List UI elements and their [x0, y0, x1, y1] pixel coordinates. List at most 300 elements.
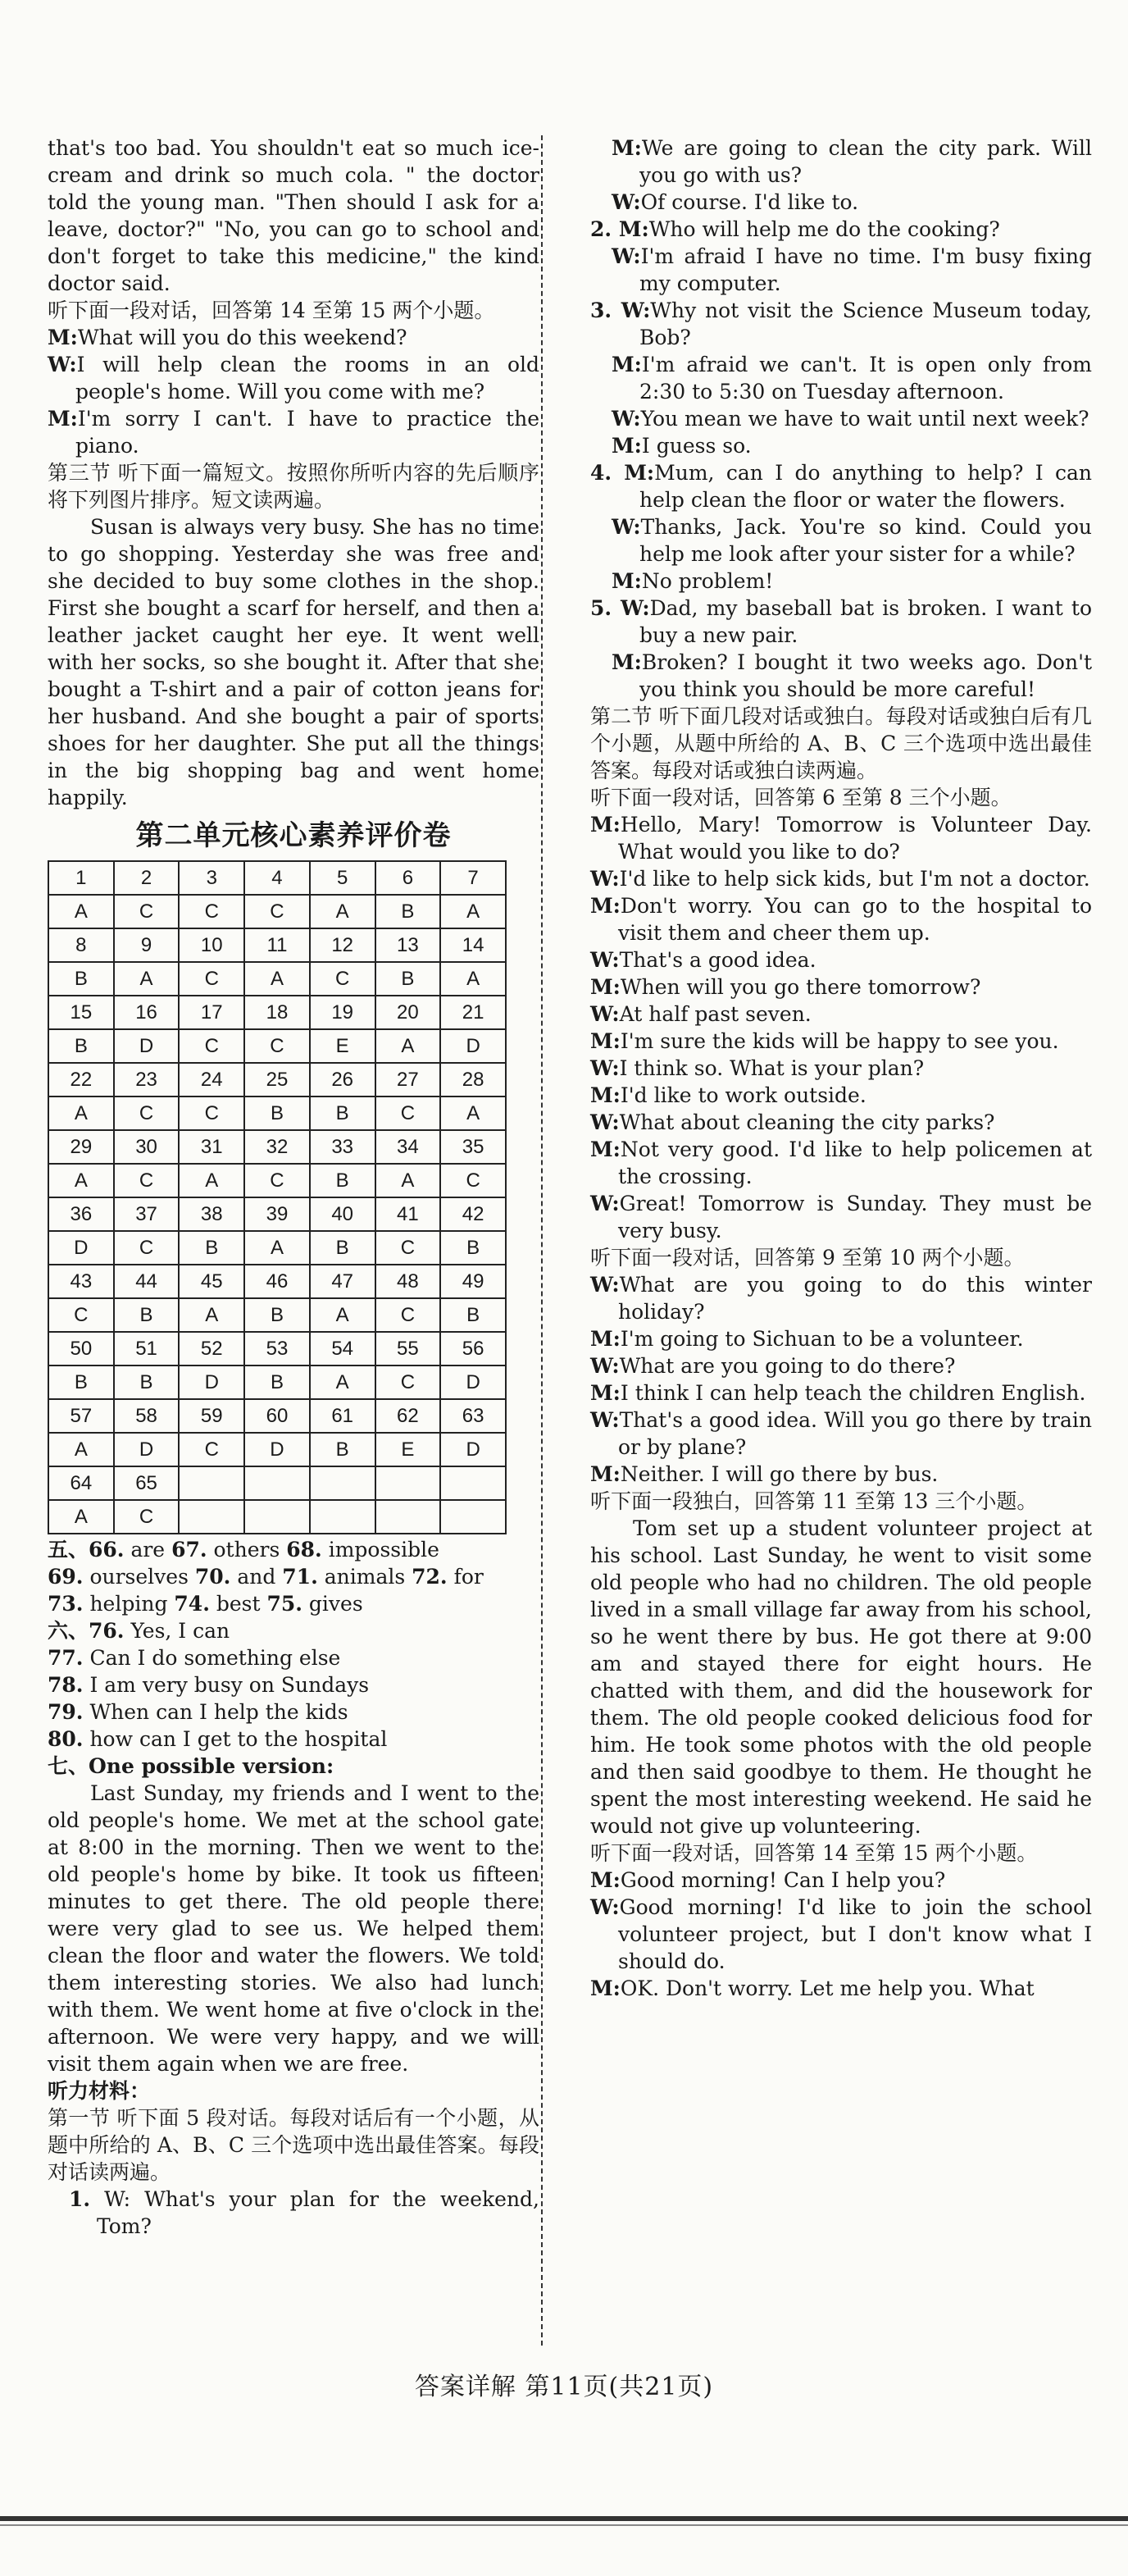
table-cell: B [440, 1231, 506, 1265]
table-row [48, 1231, 506, 1265]
dialog-text: When will you go there tomorrow? [620, 975, 981, 999]
table-cell: C [244, 1029, 310, 1063]
dialog-line [590, 1325, 1092, 1352]
dialog-line [590, 1190, 1092, 1244]
speaker: W: [612, 407, 641, 431]
speaker: W: [621, 596, 650, 620]
table-cell: 6 [375, 861, 441, 895]
table-cell: C [375, 1298, 441, 1332]
dialog-line [590, 1867, 1092, 1894]
table-cell: 42 [440, 1197, 506, 1231]
q1-num: 1. [69, 2187, 91, 2211]
section2-intro: 第二节 听下面几段对话或独白。每段对话或独白后有几个小题，从题中所给的 A、B、C 三个选项中选出最佳答案。每段对话或独白读两遍。 [590, 704, 1092, 782]
table-cell: 36 [48, 1197, 114, 1231]
dialog-text: Great! Tomorrow is Sunday. They must be very busy. [618, 1192, 1092, 1242]
table-cell: D [440, 1366, 506, 1399]
table-cell: D [48, 1231, 114, 1265]
speaker: M: [612, 650, 642, 674]
dialog-line [590, 243, 1092, 297]
section5 [48, 1536, 539, 1617]
table-cell: A [114, 962, 180, 996]
table-cell: 47 [310, 1265, 375, 1298]
speaker: W: [48, 353, 77, 376]
question-number: 5. [590, 596, 621, 620]
item-number: 72. [412, 1565, 448, 1589]
dialog-line [590, 811, 1092, 865]
dialog-line [590, 973, 1092, 1001]
speaker: M: [590, 813, 621, 837]
table-cell: 14 [440, 928, 506, 962]
table-cell: D [440, 1433, 506, 1466]
table-cell [375, 1500, 441, 1534]
table-cell: 38 [179, 1197, 244, 1231]
speaker: W: [590, 1354, 620, 1378]
dialog-text: I'm afraid we can't. It is open only from 2:30 to 5:30 on Tuesday afternoon. [639, 353, 1092, 403]
dialog-text: I think I can help teach the children English. [620, 1381, 1086, 1405]
table-cell: 26 [310, 1063, 375, 1097]
dialog-text: You mean we have to wait until next week? [640, 407, 1089, 431]
dialog-line [48, 324, 539, 351]
table-cell: 37 [114, 1197, 180, 1231]
table-row [48, 928, 506, 962]
column-divider [541, 135, 543, 2346]
table-cell: 39 [244, 1197, 310, 1231]
table-cell: B [440, 1298, 506, 1332]
dialog-line [590, 1407, 1092, 1461]
table-cell: 35 [440, 1130, 506, 1164]
intro-text [48, 134, 539, 297]
table-cell: A [310, 1366, 375, 1399]
table-cell: C [179, 895, 244, 928]
table-cell [179, 1500, 244, 1534]
table-cell: A [48, 1500, 114, 1534]
table-cell: 44 [114, 1265, 180, 1298]
table-cell: B [310, 1231, 375, 1265]
table-row [48, 1433, 506, 1466]
bottom-rule [0, 2516, 1128, 2521]
table-cell: 2 [114, 861, 180, 895]
dialog-line [590, 189, 1092, 216]
table-cell: A [48, 1097, 114, 1130]
item-number: 78. [48, 1673, 84, 1697]
table-cell: E [310, 1029, 375, 1063]
dialog-line [590, 1379, 1092, 1407]
table-cell: 1 [48, 861, 114, 895]
table-cell: A [375, 1164, 441, 1197]
table-cell: 17 [179, 996, 244, 1029]
table-row [48, 1298, 506, 1332]
table-cell: 24 [179, 1063, 244, 1097]
speaker: M: [624, 461, 655, 485]
speaker: M: [618, 217, 649, 241]
table-cell: 3 [179, 861, 244, 895]
speaker: M: [590, 975, 621, 999]
table-row [48, 1399, 506, 1433]
dialog-line [590, 1001, 1092, 1028]
dialog-line [590, 216, 1092, 243]
section5-row [48, 1590, 539, 1617]
item-number: 79. [48, 1700, 84, 1724]
table-cell: B [114, 1298, 180, 1332]
table-cell: B [244, 1298, 310, 1332]
table-cell: C [244, 1164, 310, 1197]
item-answer: are [124, 1538, 166, 1562]
table-row [48, 861, 506, 895]
section6 [48, 1617, 539, 1753]
section5-row [48, 1536, 539, 1563]
table-cell: 53 [244, 1332, 310, 1366]
table-row [48, 1332, 506, 1366]
table-cell: D [440, 1029, 506, 1063]
table-row [48, 962, 506, 996]
table-cell: D [114, 1029, 180, 1063]
answer-table [48, 860, 507, 1534]
dialog-line [590, 459, 1092, 513]
dialog-text: I think so. What is your plan? [619, 1056, 925, 1080]
table-cell: D [179, 1366, 244, 1399]
dialog-6 [590, 811, 1092, 1244]
table-cell: B [244, 1097, 310, 1130]
dialog-text: I'm going to Sichuan to be a volunteer. [620, 1327, 1024, 1351]
table-cell: A [375, 1029, 441, 1063]
table-cell: 10 [179, 928, 244, 962]
item-answer: for [447, 1565, 484, 1589]
listening-head: 听力材料： [48, 2079, 151, 2103]
table-cell: 31 [179, 1130, 244, 1164]
table-cell: 25 [244, 1063, 310, 1097]
table-row [48, 1466, 506, 1500]
dialog-line [590, 1082, 1092, 1109]
q14-intro-right: 听下面一段对话，回答第 14 至第 15 两个小题。 [590, 1841, 1038, 1865]
table-cell: 65 [114, 1466, 180, 1500]
dialog-text: Good morning! Can I help you? [620, 1868, 946, 1892]
speaker: M: [590, 1029, 621, 1053]
table-cell: 27 [375, 1063, 441, 1097]
speaker: W: [590, 1056, 620, 1080]
dialog-text: At half past seven. [619, 1002, 812, 1026]
dialog-text: I'm afraid I have no time. I'm busy fixing my computer. [639, 244, 1092, 295]
dialog-text: Not very good. I'd like to help policemen at the crossing. [618, 1138, 1092, 1188]
dialog-line [590, 649, 1092, 703]
speaker: M: [612, 353, 642, 376]
table-cell: C [114, 1231, 180, 1265]
table-cell [375, 1466, 441, 1500]
essay: Last Sunday, my friends and I went to the old people's home. We met at the school gate at 8:00 in the morning. Then we went to the old people's home by bike. It took us fifteen minutes to get there. The old people there were very glad to see us. We helped them clean the floor and water the flowers. We told them interesting stories. We also had lunch with them. We went home at five o'clock in the afternoon. We were very happy, and we will visit them again when we are free. [48, 1781, 539, 2076]
section6-row [48, 1698, 539, 1726]
dialog-line [590, 946, 1092, 973]
table-cell: 4 [244, 861, 310, 895]
table-cell: A [48, 1433, 114, 1466]
section6-row [48, 1617, 539, 1644]
table-row [48, 1097, 506, 1130]
table-cell: C [179, 1097, 244, 1130]
dialog-line [590, 595, 1092, 649]
table-cell [310, 1500, 375, 1534]
table-cell: C [244, 895, 310, 928]
table-row [48, 1265, 506, 1298]
dialog-14 [590, 1867, 1092, 2002]
table-cell [310, 1466, 375, 1500]
table-cell: C [310, 962, 375, 996]
table-cell: B [114, 1366, 180, 1399]
table-row [48, 1029, 506, 1063]
table-cell: A [310, 895, 375, 928]
table-cell: A [244, 962, 310, 996]
dialog-9 [590, 1271, 1092, 1488]
speaker: W: [621, 299, 651, 322]
table-cell: B [310, 1433, 375, 1466]
speaker: M: [590, 1462, 621, 1486]
dialog-text: What about cleaning the city parks? [619, 1110, 995, 1134]
table-cell: A [179, 1164, 244, 1197]
dialog-text: No problem! [641, 569, 774, 593]
table-cell: 46 [244, 1265, 310, 1298]
unit-title: 第二单元核心素养评价卷 [135, 819, 452, 852]
item-number: 75. [266, 1592, 302, 1616]
speaker: M: [590, 894, 621, 918]
dialog-text: I guess so. [641, 434, 752, 458]
table-cell [244, 1466, 310, 1500]
table-cell: 12 [310, 928, 375, 962]
table-cell: 60 [244, 1399, 310, 1433]
table-row [48, 1366, 506, 1399]
table-cell: A [244, 1231, 310, 1265]
item-answer: gives [302, 1592, 363, 1616]
intro-paragraph: that's too bad. You shouldn't eat so much ice- cream and drink so much cola. " the doctor told the young man. "Then should I ask for a leave, doctor?" "No, you can go to school and don't forget to take this medicine," the kind doctor said. [48, 136, 539, 295]
dialog-line [590, 1028, 1092, 1055]
table-cell: C [114, 1097, 180, 1130]
q6-intro: 听下面一段对话，回答第 6 至第 8 三个小题。 [590, 786, 1012, 809]
item-number: 六、76. [48, 1619, 125, 1643]
table-cell: 9 [114, 928, 180, 962]
table-cell: A [440, 895, 506, 928]
left-column [48, 134, 539, 2240]
table-cell: B [375, 962, 441, 996]
table-cell: C [375, 1366, 441, 1399]
table-cell: B [375, 895, 441, 928]
table-row [48, 996, 506, 1029]
table-cell: 59 [179, 1399, 244, 1433]
dialog-line [590, 865, 1092, 892]
table-cell: 28 [440, 1063, 506, 1097]
dialog-text: Broken? I bought it two weeks ago. Don't you think you should be more careful! [639, 650, 1092, 701]
dialog-text: I'd like to work outside. [620, 1083, 866, 1107]
table-cell: D [244, 1433, 310, 1466]
dialog-text: I will help clean the rooms in an old people's home. Will you come with me? [75, 353, 539, 403]
dialog-line [590, 405, 1092, 432]
table-cell: 62 [375, 1399, 441, 1433]
dialog-text: That's a good idea. [619, 948, 816, 972]
item-answer: ourselves [83, 1565, 189, 1589]
speaker: W: [590, 1273, 620, 1297]
dialog-text: Neither. I will go there by bus. [620, 1462, 939, 1486]
table-cell: 49 [440, 1265, 506, 1298]
speaker: W: [590, 1110, 620, 1134]
table-cell: A [440, 962, 506, 996]
speaker: M: [590, 1976, 621, 2000]
table-cell: 23 [114, 1063, 180, 1097]
dialog-line [590, 1461, 1092, 1488]
item-answer: others [207, 1538, 280, 1562]
table-cell: C [179, 1433, 244, 1466]
dialog-text: I'd like to help sick kids, but I'm not a doctor. [619, 867, 1090, 891]
speaker: M: [48, 407, 78, 431]
dialog-line [590, 134, 1092, 189]
speaker: M: [590, 1381, 621, 1405]
table-row [48, 1500, 506, 1534]
dialog-line [48, 351, 539, 405]
speaker: M: [590, 1327, 621, 1351]
table-cell: B [244, 1366, 310, 1399]
dialog-line [590, 1055, 1092, 1082]
table-cell: 20 [375, 996, 441, 1029]
table-cell: C [114, 1164, 180, 1197]
item-number: 77. [48, 1646, 84, 1670]
table-cell: 56 [440, 1332, 506, 1366]
item-answer: helping [83, 1592, 168, 1616]
item-number: 74. [174, 1592, 210, 1616]
table-cell: 5 [310, 861, 375, 895]
bottom-rule-thin [0, 2524, 1128, 2526]
dialog-text: What are you going to do this winter holiday? [618, 1273, 1092, 1324]
dialog-1 [48, 324, 539, 459]
table-cell: B [48, 1366, 114, 1399]
right-column [590, 134, 1092, 2002]
table-cell: 43 [48, 1265, 114, 1298]
dialog-text: Don't worry. You can go to the hospital to visit them and cheer them up. [618, 894, 1092, 945]
dialog-text: Dad, my baseball bat is broken. I want to buy a new pair. [639, 596, 1093, 647]
table-cell: C [114, 1500, 180, 1534]
table-cell: 7 [440, 861, 506, 895]
dialogs-1-5 [590, 134, 1092, 703]
table-cell: 19 [310, 996, 375, 1029]
table-cell: 29 [48, 1130, 114, 1164]
section1-intro: 第一节 听下面 5 段对话。每段对话后有一个小题，从题中所给的 A、B、C 三个选项中选出最佳答案。每段对话读两遍。 [48, 2106, 539, 2184]
table-cell: D [114, 1433, 180, 1466]
table-cell: 22 [48, 1063, 114, 1097]
table-row [48, 1130, 506, 1164]
dialog-text: What are you going to do there? [619, 1354, 956, 1378]
dialog-line [590, 1352, 1092, 1379]
table-cell: C [375, 1097, 441, 1130]
table-cell: C [48, 1298, 114, 1332]
table-cell: 63 [440, 1399, 506, 1433]
passage: Susan is always very busy. She has no time to go shopping. Yesterday she was free and she decided to buy some clothes in the shop. First she bought a scarf for herself, and then a leather jacket caught her eye. It went well with her socks, so she bought it. After that she bought a T-shirt and a pair of cotton jeans for her husband. And she bought a pair of sports shoes for her daughter. She put all the things in the big shopping bag and went home happily. [48, 515, 539, 809]
table-cell: 55 [375, 1332, 441, 1366]
dialog-text: Good morning! I'd like to join the school volunteer project, but I don't know what I should do. [618, 1895, 1092, 1973]
dialog-text: Mum, can I do anything to help? I can help clean the floor or water the flowers. [639, 461, 1092, 512]
item-answer: and [230, 1565, 276, 1589]
dialog-line [590, 1975, 1092, 2002]
table-cell: C [375, 1231, 441, 1265]
section5-row [48, 1563, 539, 1590]
speaker: M: [48, 326, 78, 349]
table-cell: 40 [310, 1197, 375, 1231]
table-cell: 16 [114, 996, 180, 1029]
section3-intro: 第三节 听下面一篇短文。按照你所听内容的先后顺序将下列图片排序。短文读两遍。 [48, 461, 539, 512]
item-answer: best [209, 1592, 261, 1616]
table-cell: 13 [375, 928, 441, 962]
table-cell: 61 [310, 1399, 375, 1433]
table-cell: 41 [375, 1197, 441, 1231]
item-number: 71. [282, 1565, 318, 1589]
dialog-text: Hello, Mary! Tomorrow is Volunteer Day. What would you like to do? [618, 813, 1092, 864]
table-cell: B [48, 962, 114, 996]
table-cell: 32 [244, 1130, 310, 1164]
table-cell: B [48, 1029, 114, 1063]
item-answer: Yes, I can [124, 1619, 230, 1643]
table-row [48, 895, 506, 928]
table-cell: 64 [48, 1466, 114, 1500]
dialog-text: Thanks, Jack. You're so kind. Could you help me look after your sister for a while? [639, 515, 1092, 566]
table-cell: 51 [114, 1332, 180, 1366]
dialog-text: What will you do this weekend? [77, 326, 407, 349]
dialog-text: That's a good idea. Will you go there by train or by plane? [618, 1408, 1092, 1459]
speaker: W: [612, 190, 641, 214]
table-cell [244, 1500, 310, 1534]
dialog-line [590, 297, 1092, 351]
dialog-line [590, 1894, 1092, 1975]
section6-row [48, 1671, 539, 1698]
question-number: 2. [590, 217, 619, 241]
table-cell: A [179, 1298, 244, 1332]
dialog-line [590, 1136, 1092, 1190]
table-row [48, 1197, 506, 1231]
item-number: 69. [48, 1565, 84, 1589]
speaker: W: [590, 867, 620, 891]
table-cell: C [179, 962, 244, 996]
table-cell: A [440, 1097, 506, 1130]
item-answer: impossible [321, 1538, 439, 1562]
table-cell: 21 [440, 996, 506, 1029]
speaker: W: [590, 1002, 620, 1026]
table-cell: 11 [244, 928, 310, 962]
table-row [48, 1164, 506, 1197]
page-footer: 答案详解 第11页(共21页) [414, 2373, 714, 2401]
table-cell: B [310, 1164, 375, 1197]
dialog-text: I'm sure the kids will be happy to see you. [620, 1029, 1059, 1053]
table-cell: 54 [310, 1332, 375, 1366]
speaker: M: [612, 136, 642, 160]
table-cell: 15 [48, 996, 114, 1029]
table-cell: A [48, 1164, 114, 1197]
q1-line [48, 2186, 539, 2240]
speaker: W: [590, 1895, 620, 1919]
q14-intro-left: 听下面一段对话，回答第 14 至第 15 两个小题。 [48, 299, 495, 322]
speaker: M: [612, 434, 642, 458]
speaker: M: [590, 1868, 621, 1892]
section6-row [48, 1644, 539, 1671]
item-number: 67. [171, 1538, 207, 1562]
question-number: 4. [590, 461, 625, 485]
item-answer: When can I help the kids [83, 1700, 348, 1724]
speaker: W: [590, 1192, 620, 1215]
item-number: 68. [286, 1538, 322, 1562]
dialog-line [590, 892, 1092, 946]
q11-intro: 听下面一段独白，回答第 11 至第 13 三个小题。 [590, 1489, 1038, 1513]
table-cell: C [440, 1164, 506, 1197]
table-cell: E [375, 1433, 441, 1466]
dialog-line [590, 513, 1092, 568]
table-cell: B [179, 1231, 244, 1265]
q1-text: W: What's your plan for the weekend, Tom? [97, 2187, 539, 2238]
table-cell: 45 [179, 1265, 244, 1298]
table-cell: 58 [114, 1399, 180, 1433]
table-cell: 8 [48, 928, 114, 962]
question-number: 3. [590, 299, 621, 322]
table-cell: 33 [310, 1130, 375, 1164]
item-answer: I am very busy on Sundays [83, 1673, 370, 1697]
